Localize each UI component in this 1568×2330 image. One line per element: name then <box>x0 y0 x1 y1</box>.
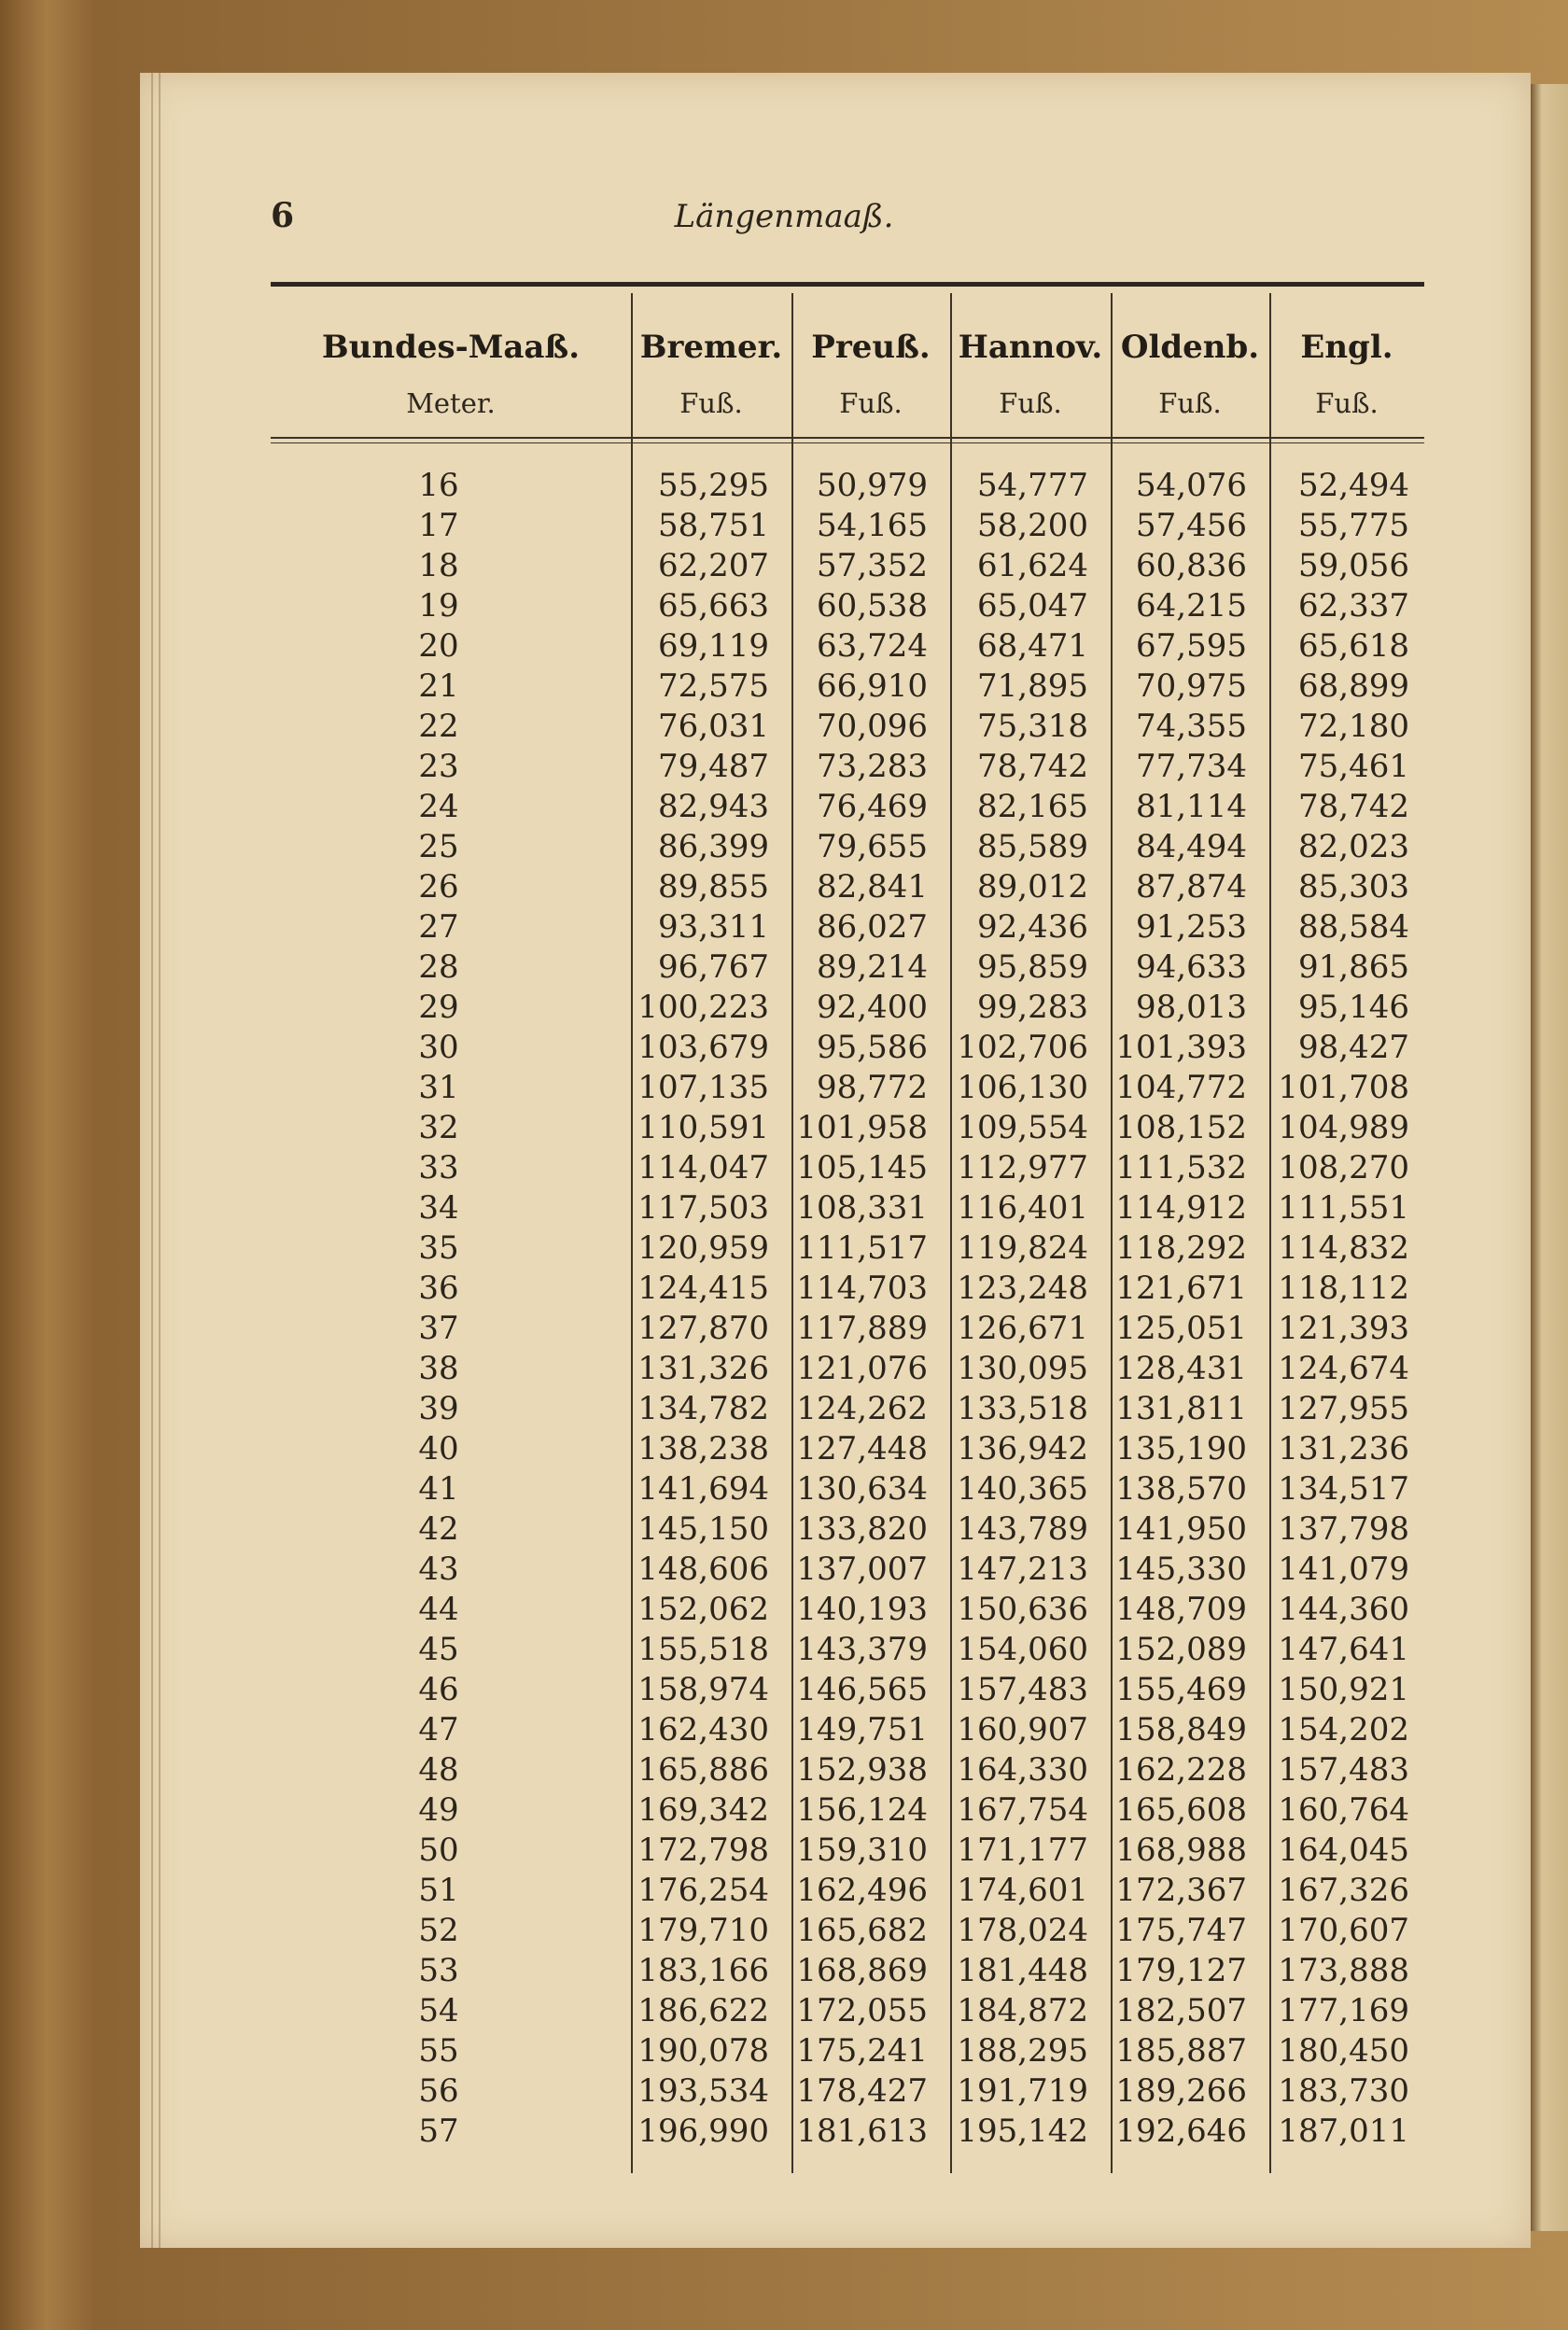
foot-value: 179,710 <box>637 1912 769 1949</box>
foot-value: 196,990 <box>637 2112 769 2150</box>
meter-value: 36 <box>418 1270 459 1307</box>
foot-value: 85,303 <box>1298 868 1409 905</box>
foot-value: 173,888 <box>1278 1952 1409 1989</box>
foot-value: 126,671 <box>957 1310 1088 1347</box>
column-header: Engl. <box>1300 329 1393 366</box>
foot-value: 168,988 <box>1115 1832 1247 1869</box>
binding-line <box>151 73 153 2248</box>
meter-value: 32 <box>418 1109 459 1146</box>
foot-value: 124,262 <box>796 1390 928 1427</box>
foot-value: 158,974 <box>637 1671 769 1708</box>
foot-value: 111,517 <box>796 1229 928 1267</box>
foot-value: 140,365 <box>957 1470 1088 1508</box>
foot-value: 169,342 <box>637 1791 769 1829</box>
header-rule <box>271 437 1424 439</box>
foot-value: 180,450 <box>1278 2032 1409 2070</box>
foot-value: 119,824 <box>957 1229 1088 1267</box>
foot-value: 138,238 <box>637 1430 769 1467</box>
foot-value: 127,448 <box>796 1430 928 1467</box>
foot-value: 182,507 <box>1115 1992 1247 2029</box>
meter-value: 49 <box>418 1791 459 1829</box>
meter-value: 56 <box>418 2072 459 2110</box>
meter-value: 22 <box>418 708 459 745</box>
column-header: Oldenb. <box>1120 329 1260 366</box>
foot-value: 102,706 <box>957 1029 1088 1066</box>
foot-value: 174,601 <box>957 1872 1088 1909</box>
foot-value: 165,608 <box>1115 1791 1247 1829</box>
foot-value: 79,487 <box>658 748 769 785</box>
header-rule-secondary <box>271 442 1424 443</box>
column-header: Hannov. <box>958 329 1103 366</box>
foot-value: 183,730 <box>1278 2072 1409 2110</box>
foot-value: 155,518 <box>637 1631 769 1668</box>
meter-value: 34 <box>418 1189 459 1227</box>
foot-value: 178,024 <box>957 1912 1088 1949</box>
foot-value: 114,047 <box>637 1149 769 1186</box>
foot-value: 121,076 <box>796 1350 928 1387</box>
foot-value: 78,742 <box>977 748 1088 785</box>
foot-value: 101,958 <box>796 1109 928 1146</box>
foot-value: 61,624 <box>977 547 1088 584</box>
meter-value: 29 <box>418 989 459 1026</box>
foot-value: 87,874 <box>1136 868 1247 905</box>
foot-value: 108,152 <box>1115 1109 1247 1146</box>
foot-value: 176,254 <box>637 1872 769 1909</box>
meter-value: 53 <box>418 1952 459 1989</box>
foot-value: 157,483 <box>957 1671 1088 1708</box>
foot-value: 91,865 <box>1298 948 1409 986</box>
foot-value: 159,310 <box>796 1832 928 1869</box>
foot-value: 123,248 <box>957 1270 1088 1307</box>
foot-value: 162,496 <box>796 1872 928 1909</box>
foot-value: 60,538 <box>817 587 928 625</box>
foot-value: 133,820 <box>796 1510 928 1548</box>
foot-value: 152,938 <box>796 1751 928 1789</box>
foot-value: 98,427 <box>1298 1029 1409 1066</box>
foot-value: 116,401 <box>957 1189 1088 1227</box>
foot-value: 154,202 <box>1278 1711 1409 1748</box>
foot-value: 109,554 <box>957 1109 1088 1146</box>
foot-value: 186,622 <box>637 1992 769 2029</box>
foot-value: 63,724 <box>817 627 928 665</box>
foot-value: 95,859 <box>977 948 1088 986</box>
column-unit: Fuß. <box>1315 387 1379 419</box>
meter-value: 41 <box>418 1470 459 1508</box>
meter-value: 43 <box>418 1551 459 1588</box>
foot-value: 195,142 <box>957 2112 1088 2150</box>
foot-value: 193,534 <box>637 2072 769 2110</box>
foot-value: 134,782 <box>637 1390 769 1427</box>
foot-value: 155,469 <box>1115 1671 1247 1708</box>
foot-value: 103,679 <box>637 1029 769 1066</box>
foot-value: 118,292 <box>1115 1229 1247 1267</box>
meter-value: 27 <box>418 908 459 946</box>
foot-value: 68,899 <box>1298 667 1409 705</box>
foot-value: 141,079 <box>1278 1551 1409 1588</box>
foot-value: 160,907 <box>957 1711 1088 1748</box>
foot-value: 108,331 <box>796 1189 928 1227</box>
foot-value: 138,570 <box>1115 1470 1247 1508</box>
foot-value: 130,095 <box>957 1350 1088 1387</box>
foot-value: 143,789 <box>957 1510 1088 1548</box>
foot-value: 152,062 <box>637 1591 769 1628</box>
top-rule <box>271 282 1424 287</box>
foot-value: 162,430 <box>637 1711 769 1748</box>
foot-value: 188,295 <box>957 2032 1088 2070</box>
foot-value: 110,591 <box>637 1109 769 1146</box>
foot-value: 148,709 <box>1115 1591 1247 1628</box>
foot-value: 165,886 <box>637 1751 769 1789</box>
foot-value: 54,777 <box>977 467 1088 504</box>
foot-value: 59,056 <box>1298 547 1409 584</box>
foot-value: 104,772 <box>1115 1069 1247 1106</box>
meter-value: 18 <box>418 547 459 584</box>
foot-value: 54,076 <box>1136 467 1247 504</box>
foot-value: 86,399 <box>658 828 769 865</box>
meter-value: 50 <box>418 1832 459 1869</box>
foot-value: 62,207 <box>658 547 769 584</box>
column-header: Preuß. <box>811 329 931 366</box>
foot-value: 99,283 <box>977 989 1088 1026</box>
foot-value: 185,887 <box>1115 2032 1247 2070</box>
foot-value: 124,415 <box>637 1270 769 1307</box>
foot-value: 136,942 <box>957 1430 1088 1467</box>
foot-value: 121,671 <box>1115 1270 1247 1307</box>
meter-value: 20 <box>418 627 459 665</box>
foot-value: 65,618 <box>1298 627 1409 665</box>
foot-value: 75,318 <box>977 708 1088 745</box>
foot-value: 190,078 <box>637 2032 769 2070</box>
foot-value: 85,589 <box>977 828 1088 865</box>
foot-value: 55,295 <box>658 467 769 504</box>
foot-value: 107,135 <box>637 1069 769 1106</box>
meter-value: 28 <box>418 948 459 986</box>
foot-value: 111,532 <box>1115 1149 1247 1186</box>
foot-value: 86,027 <box>817 908 928 946</box>
meter-value: 45 <box>418 1631 459 1668</box>
foot-value: 130,634 <box>796 1470 928 1508</box>
foot-value: 64,215 <box>1136 587 1247 625</box>
foot-value: 137,007 <box>796 1551 928 1588</box>
meter-value: 47 <box>418 1711 459 1748</box>
foot-value: 94,633 <box>1136 948 1247 986</box>
foot-value: 104,989 <box>1278 1109 1409 1146</box>
foot-value: 58,200 <box>977 507 1088 544</box>
meter-value: 52 <box>418 1912 459 1949</box>
foot-value: 171,177 <box>957 1832 1088 1869</box>
foot-value: 114,912 <box>1115 1189 1247 1227</box>
foot-value: 79,655 <box>817 828 928 865</box>
foot-value: 62,337 <box>1298 587 1409 625</box>
foot-value: 106,130 <box>957 1069 1088 1106</box>
meter-value: 46 <box>418 1671 459 1708</box>
foot-value: 172,367 <box>1115 1872 1247 1909</box>
foot-value: 145,150 <box>637 1510 769 1548</box>
foot-value: 57,352 <box>817 547 928 584</box>
foot-value: 170,607 <box>1278 1912 1409 1949</box>
foot-value: 89,855 <box>658 868 769 905</box>
foot-value: 98,013 <box>1136 989 1247 1026</box>
meter-value: 51 <box>418 1872 459 1909</box>
foot-value: 143,379 <box>796 1631 928 1668</box>
foot-value: 154,060 <box>957 1631 1088 1668</box>
binding-line <box>159 73 161 2248</box>
foot-value: 165,682 <box>796 1912 928 1949</box>
foot-value: 164,330 <box>957 1751 1088 1789</box>
foot-value: 81,114 <box>1136 788 1247 825</box>
foot-value: 58,751 <box>658 507 769 544</box>
foot-value: 89,012 <box>977 868 1088 905</box>
foot-value: 152,089 <box>1115 1631 1247 1668</box>
meter-value: 37 <box>418 1310 459 1347</box>
foot-value: 82,165 <box>977 788 1088 825</box>
foot-value: 68,471 <box>977 627 1088 665</box>
meter-value: 55 <box>418 2032 459 2070</box>
foot-value: 127,955 <box>1278 1390 1409 1427</box>
foot-value: 105,145 <box>796 1149 928 1186</box>
foot-value: 93,311 <box>658 908 769 946</box>
foot-value: 54,165 <box>817 507 928 544</box>
foot-value: 147,641 <box>1278 1631 1409 1668</box>
foot-value: 111,551 <box>1278 1189 1409 1227</box>
meter-value: 38 <box>418 1350 459 1387</box>
next-page-edge <box>1531 84 1568 2231</box>
meter-value: 40 <box>418 1430 459 1467</box>
foot-value: 67,595 <box>1136 627 1247 665</box>
meter-value: 48 <box>418 1751 459 1789</box>
column-unit: Fuß. <box>679 387 743 419</box>
foot-value: 98,772 <box>817 1069 928 1106</box>
foot-value: 183,166 <box>637 1952 769 1989</box>
meter-value: 33 <box>418 1149 459 1186</box>
foot-value: 141,950 <box>1115 1510 1247 1548</box>
foot-value: 78,742 <box>1298 788 1409 825</box>
foot-value: 101,393 <box>1115 1029 1247 1066</box>
foot-value: 65,663 <box>658 587 769 625</box>
foot-value: 134,517 <box>1278 1470 1409 1508</box>
foot-value: 160,764 <box>1278 1791 1409 1829</box>
foot-value: 127,870 <box>637 1310 769 1347</box>
foot-value: 57,456 <box>1136 507 1247 544</box>
foot-value: 121,393 <box>1278 1310 1409 1347</box>
foot-value: 149,751 <box>796 1711 928 1748</box>
meter-value: 19 <box>418 587 459 625</box>
foot-value: 137,798 <box>1278 1510 1409 1548</box>
foot-value: 148,606 <box>637 1551 769 1588</box>
foot-value: 157,483 <box>1278 1751 1409 1789</box>
foot-value: 192,646 <box>1115 2112 1247 2150</box>
foot-value: 118,112 <box>1278 1270 1409 1307</box>
foot-value: 187,011 <box>1278 2112 1409 2150</box>
meter-value: 57 <box>418 2112 459 2150</box>
foot-value: 89,214 <box>817 948 928 986</box>
foot-value: 162,228 <box>1115 1751 1247 1789</box>
foot-value: 71,895 <box>977 667 1088 705</box>
foot-value: 158,849 <box>1115 1711 1247 1748</box>
foot-value: 69,119 <box>658 627 769 665</box>
meter-value: 44 <box>418 1591 459 1628</box>
meter-value: 31 <box>418 1069 459 1106</box>
foot-value: 167,754 <box>957 1791 1088 1829</box>
foot-value: 128,431 <box>1115 1350 1247 1387</box>
foot-value: 178,427 <box>796 2072 928 2110</box>
foot-value: 112,977 <box>957 1149 1088 1186</box>
foot-value: 82,023 <box>1298 828 1409 865</box>
foot-value: 92,436 <box>977 908 1088 946</box>
foot-value: 140,193 <box>796 1591 928 1628</box>
meter-value: 17 <box>418 507 459 544</box>
foot-value: 65,047 <box>977 587 1088 625</box>
foot-value: 164,045 <box>1278 1832 1409 1869</box>
meter-value: 54 <box>418 1992 459 2029</box>
foot-value: 133,518 <box>957 1390 1088 1427</box>
foot-value: 55,775 <box>1298 507 1409 544</box>
column-unit: Meter. <box>406 387 496 419</box>
foot-value: 175,747 <box>1115 1912 1247 1949</box>
foot-value: 141,694 <box>637 1470 769 1508</box>
column-unit: Fuß. <box>1158 387 1222 419</box>
foot-value: 181,613 <box>796 2112 928 2150</box>
foot-value: 146,565 <box>796 1671 928 1708</box>
meter-value: 39 <box>418 1390 459 1427</box>
foot-value: 150,921 <box>1278 1671 1409 1708</box>
foot-value: 92,400 <box>817 989 928 1026</box>
foot-value: 181,448 <box>957 1952 1088 1989</box>
meter-value: 16 <box>418 467 459 504</box>
foot-value: 72,575 <box>658 667 769 705</box>
foot-value: 191,719 <box>957 2072 1088 2110</box>
foot-value: 184,872 <box>957 1992 1088 2029</box>
foot-value: 88,584 <box>1298 908 1409 946</box>
meter-value: 26 <box>418 868 459 905</box>
foot-value: 82,841 <box>817 868 928 905</box>
foot-value: 76,469 <box>817 788 928 825</box>
foot-value: 125,051 <box>1115 1310 1247 1347</box>
foot-value: 75,461 <box>1298 748 1409 785</box>
foot-value: 120,959 <box>637 1229 769 1267</box>
foot-value: 189,266 <box>1115 2072 1247 2110</box>
running-head: Längenmaaß. <box>674 198 894 235</box>
foot-value: 131,326 <box>637 1350 769 1387</box>
meter-value: 35 <box>418 1229 459 1267</box>
foot-value: 60,836 <box>1136 547 1247 584</box>
foot-value: 96,767 <box>658 948 769 986</box>
foot-value: 74,355 <box>1136 708 1247 745</box>
meter-value: 23 <box>418 748 459 785</box>
column-header: Bundes-Maaß. <box>321 329 581 366</box>
meter-value: 25 <box>418 828 459 865</box>
foot-value: 50,979 <box>817 467 928 504</box>
foot-value: 91,253 <box>1136 908 1247 946</box>
foot-value: 167,326 <box>1278 1872 1409 1909</box>
foot-value: 70,096 <box>817 708 928 745</box>
foot-value: 100,223 <box>637 989 769 1026</box>
foot-value: 124,674 <box>1278 1350 1409 1387</box>
column-unit: Fuß. <box>999 387 1062 419</box>
foot-value: 114,703 <box>796 1270 928 1307</box>
column-header: Bremer. <box>639 329 783 366</box>
foot-value: 150,636 <box>957 1591 1088 1628</box>
foot-value: 135,190 <box>1115 1430 1247 1467</box>
foot-value: 77,734 <box>1136 748 1247 785</box>
foot-value: 168,869 <box>796 1952 928 1989</box>
meter-value: 30 <box>418 1029 459 1066</box>
meter-value: 24 <box>418 788 459 825</box>
foot-value: 179,127 <box>1115 1952 1247 1989</box>
foot-value: 72,180 <box>1298 708 1409 745</box>
foot-value: 131,236 <box>1278 1430 1409 1467</box>
foot-value: 147,213 <box>957 1551 1088 1588</box>
foot-value: 70,975 <box>1136 667 1247 705</box>
foot-value: 108,270 <box>1278 1149 1409 1186</box>
column-unit: Fuß. <box>839 387 903 419</box>
page-number: 6 <box>271 196 295 235</box>
foot-value: 66,910 <box>817 667 928 705</box>
foot-value: 76,031 <box>658 708 769 745</box>
foot-value: 114,832 <box>1278 1229 1409 1267</box>
foot-value: 73,283 <box>817 748 928 785</box>
foot-value: 101,708 <box>1278 1069 1409 1106</box>
foot-value: 95,146 <box>1298 989 1409 1026</box>
meter-value: 21 <box>418 667 459 705</box>
foot-value: 145,330 <box>1115 1551 1247 1588</box>
meter-value: 42 <box>418 1510 459 1548</box>
foot-value: 117,889 <box>796 1310 928 1347</box>
foot-value: 177,169 <box>1278 1992 1409 2029</box>
foot-value: 84,494 <box>1136 828 1247 865</box>
foot-value: 52,494 <box>1298 467 1409 504</box>
foot-value: 117,503 <box>637 1189 769 1227</box>
foot-value: 82,943 <box>658 788 769 825</box>
foot-value: 172,798 <box>637 1832 769 1869</box>
foot-value: 144,360 <box>1278 1591 1409 1628</box>
foot-value: 95,586 <box>817 1029 928 1066</box>
foot-value: 175,241 <box>796 2032 928 2070</box>
foot-value: 172,055 <box>796 1992 928 2029</box>
foot-value: 131,811 <box>1115 1390 1247 1427</box>
foot-value: 156,124 <box>796 1791 928 1829</box>
